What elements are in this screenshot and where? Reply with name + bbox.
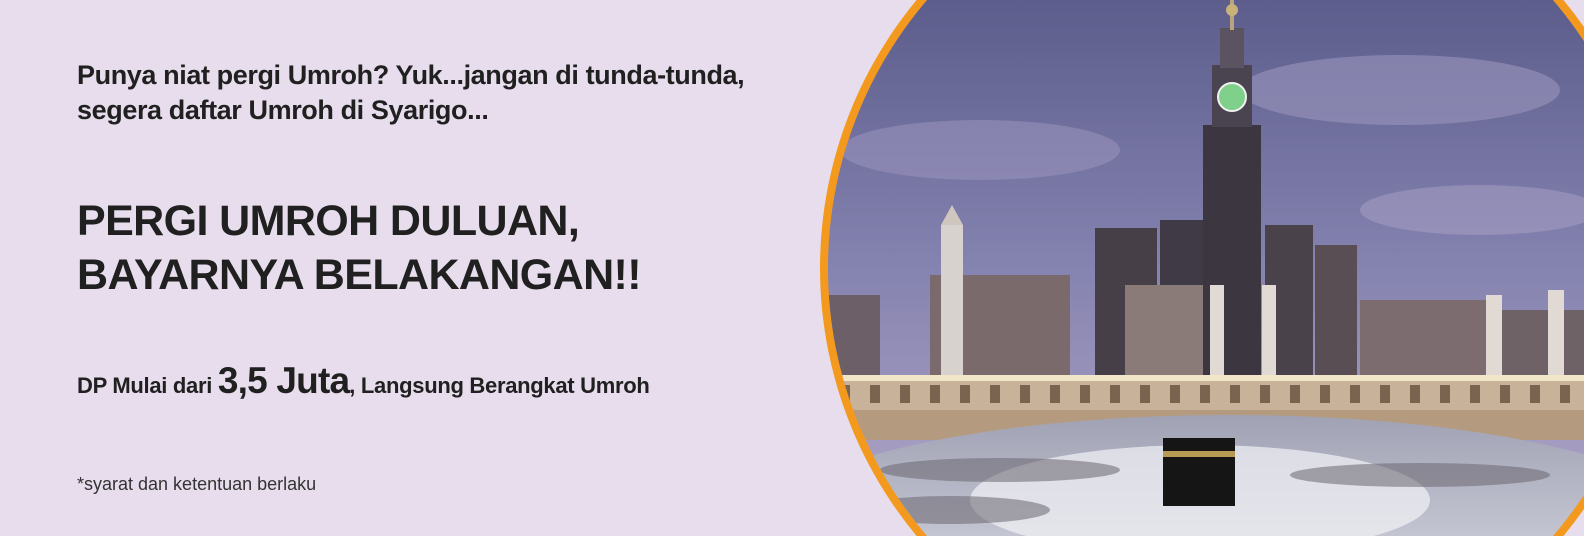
intro-line-2: segera daftar Umroh di Syarigo... <box>77 95 489 125</box>
offer-suffix: , Langsung Berangkat Umroh <box>349 373 650 398</box>
intro-text <box>77 58 744 128</box>
offer-text <box>77 360 650 402</box>
offer-prefix: DP Mulai dari <box>77 373 218 398</box>
headline-line-1: PERGI UMROH DULUAN, <box>77 197 580 245</box>
offer-amount: 3,5 Juta <box>217 360 350 401</box>
headline <box>77 194 641 302</box>
intro-line-1: Punya niat pergi Umroh? Yuk...jangan di tunda-tunda, <box>77 60 745 90</box>
headline-line-2: BAYARNYA BELAKANGAN!! <box>77 251 641 299</box>
kaaba <box>1163 438 1235 506</box>
terms-note: *syarat dan ketentuan berlaku <box>77 474 317 494</box>
